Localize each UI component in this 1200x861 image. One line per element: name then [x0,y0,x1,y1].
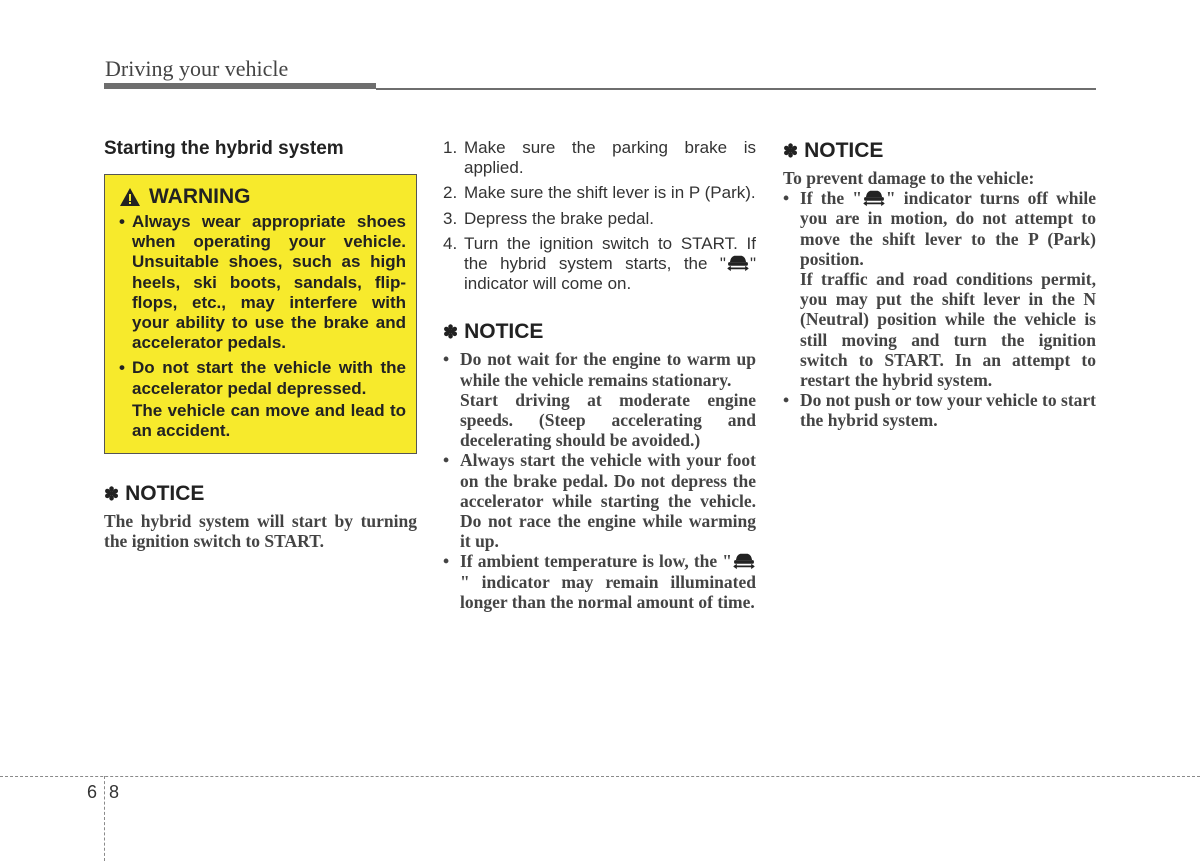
hybrid-ready-car-icon [726,254,750,272]
notice-star-icon: ✽ [783,140,799,161]
page-header-title: Driving your vehicle [105,56,289,81]
footer-dashed-rule [0,776,1200,777]
notice-bullet [783,188,1096,269]
step-text: Make sure the parking brake is applied. [464,138,756,178]
step-number: 1. [443,138,458,157]
warning-triangle-icon [119,187,141,207]
column-left [104,138,417,552]
notice-text: The hybrid system will start by turning the ignition switch to START. [104,511,417,552]
notice-title: NOTICE [464,320,544,344]
notice-text-part: If the " [800,188,862,209]
page-number: 8 [109,782,120,802]
step-text-part: Turn the ignition switch to START. If the hybrid system starts, the " [464,233,756,274]
hybrid-ready-car-icon [862,189,886,207]
notice-bullet [443,551,756,612]
step-item [443,138,756,178]
notice-bullet: • Do not wait for the engine to warm up while the vehicle remains stationary. [443,349,756,389]
header-rule-thin [376,88,1096,90]
notice-bullet: • Always start the vehicle with your foot on the brake pedal. Do not depress the accelerator while starting the vehicle. Do not race the engine while warming it up. [443,450,756,551]
notice-intro: To prevent damage to the vehicle: [783,168,1035,188]
notice-title: NOTICE [804,139,884,162]
step-number: 3. [443,208,458,228]
step-text-part: " indicator will come on. [464,254,756,294]
notice-header [783,138,1096,164]
notice-header [104,481,417,507]
chapter-number: 6 [87,782,98,802]
notice-bullet-continuation: Start driving at moderate engine speeds. (Steep accelerating and decelerating should be avoided.) [460,389,756,451]
warning-title: WARNING [149,185,251,208]
notice-star-icon: ✽ [443,321,459,342]
step-item [443,234,756,295]
step-text [464,234,756,295]
section-heading: Starting the hybrid system [104,138,344,159]
column-middle [443,138,756,612]
step-number: 2. [443,183,458,203]
warning-item: • Do not start the vehicle with the accelerator pedal depressed. [119,358,406,398]
warning-item: • Always wear appropriate shoes when operating your vehicle. Unsuitable shoes, such as high heels, ski boots, sandals, flip-flops, etc., may interfere with your ability to use the brake and accelerator pedals. [119,212,406,353]
step-item [443,209,756,229]
column-right [783,138,1096,431]
notice-bullet-continuation: If traffic and road conditions permit, you may put the shift lever in the N (Neutral) position while the vehicle is still moving and turn the ignition switch to START. In an attempt to restart the hybrid system. [800,269,1096,391]
notice-text-part: " indicator turns off while you are in motion, do not attempt to move the shift lever to the P (Park) position. [800,188,1096,269]
step-text: Depress the brake pedal. [464,208,654,228]
warning-header [119,184,406,210]
notice-star-icon: ✽ [104,483,120,504]
header-rule-thick [104,83,376,89]
notice-bullet: • Do not push or tow your vehicle to start the hybrid system. [783,390,1096,430]
hybrid-ready-car-icon [732,552,756,570]
notice-text-part: If ambient temperature is low, the " [460,551,732,572]
footer-dashed-divider [104,776,105,861]
notice-title: NOTICE [125,482,205,506]
step-text: Make sure the shift lever is in P (Park). [464,183,756,203]
notice-header [443,319,756,345]
step-item [443,183,756,203]
warning-box [104,174,417,454]
notice-text-part: " indicator may remain illuminated longer than the normal amount of time. [460,571,756,612]
step-number: 4. [443,233,458,253]
warning-continuation: The vehicle can move and lead to an accident. [132,400,406,441]
